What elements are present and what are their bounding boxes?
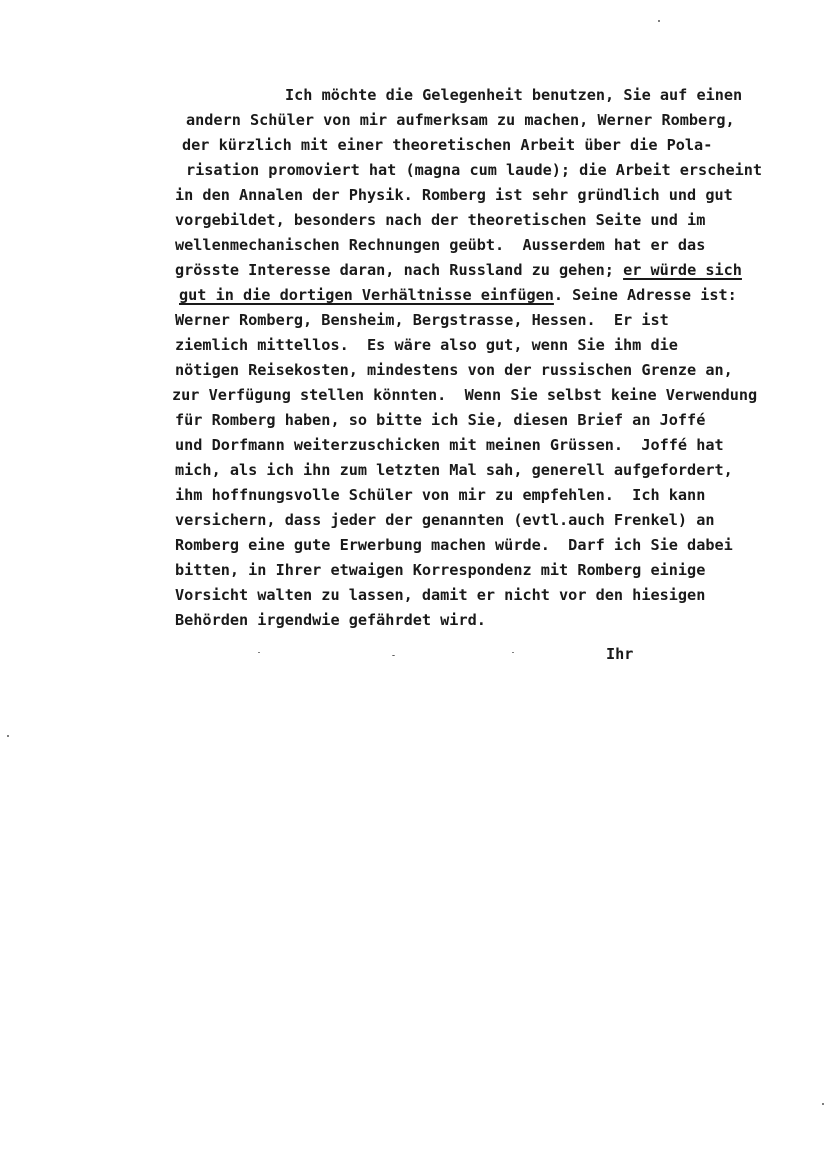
closing-salutation: Ihr — [606, 645, 634, 663]
letter-line-17: ihm hoffnungsvolle Schüler von mir zu empfehlen. Ich kann — [175, 486, 706, 504]
letter-line-20: bitten, in Ihrer etwaigen Korrespondenz mit Romberg einige — [175, 561, 706, 579]
scan-speck — [512, 652, 514, 653]
letter-line-1: Ich möchte die Gelegenheit benutzen, Sie auf einen — [285, 86, 743, 104]
letter-line-9-suffix: . Seine Adresse ist: — [553, 286, 737, 304]
letter-line-19: Romberg eine gute Erwerbung machen würde. Darf ich Sie dabei — [175, 536, 733, 554]
letter-line-8-text: grösste Interesse daran, nach Russland zu gehen; — [175, 261, 614, 279]
letter-line-7: wellenmechanischen Rechnungen geübt. Ausserdem hat er das — [175, 236, 706, 254]
letter-line-4: risation promoviert hat (magna cum laude); die Arbeit erscheint — [186, 161, 763, 179]
letter-line-22: Behörden irgendwie gefährdet wird. — [175, 611, 486, 629]
scan-speck — [392, 655, 395, 656]
letter-line-3: der kürzlich mit einer theoretischen Arbeit über die Pola- — [182, 136, 713, 154]
scan-speck — [822, 1103, 824, 1105]
letter-line-9 — [179, 286, 737, 304]
letter-line-11: ziemlich mittellos. Es wäre also gut, wenn Sie ihm die — [175, 336, 678, 354]
letter-line-8 — [175, 261, 742, 279]
letter-line-10: Werner Romberg, Bensheim, Bergstrasse, Hessen. Er ist — [175, 311, 669, 329]
letter-line-13: zur Verfügung stellen könnten. Wenn Sie selbst keine Verwendung — [172, 386, 758, 404]
scan-speck — [658, 20, 660, 22]
letter-line-5: in den Annalen der Physik. Romberg ist sehr gründlich und gut — [175, 186, 733, 204]
letter-line-18: versichern, dass jeder der genannten (evtl.auch Frenkel) an — [175, 511, 715, 529]
letter-line-2: andern Schüler von mir aufmerksam zu machen, Werner Romberg, — [186, 111, 735, 129]
letter-line-14: für Romberg haben, so bitte ich Sie, diesen Brief an Joffé — [175, 411, 706, 429]
letter-line-16: mich, als ich ihn zum letzten Mal sah, generell aufgefordert, — [175, 461, 733, 479]
underlined-phrase-start: er würde sich — [623, 261, 742, 279]
scan-speck — [258, 652, 260, 653]
underlined-phrase-end: gut in die dortigen Verhältnisse einfügen — [179, 286, 554, 304]
letter-line-12: nötigen Reisekosten, mindestens von der russischen Grenze an, — [175, 361, 733, 379]
letter-line-21: Vorsicht walten zu lassen, damit er nicht vor den hiesigen — [175, 586, 706, 604]
letter-line-6: vorgebildet, besonders nach der theoretischen Seite und im — [175, 211, 706, 229]
scan-speck — [7, 735, 9, 737]
letter-line-15: und Dorfmann weiterzuschicken mit meinen Grüssen. Joffé hat — [175, 436, 724, 454]
